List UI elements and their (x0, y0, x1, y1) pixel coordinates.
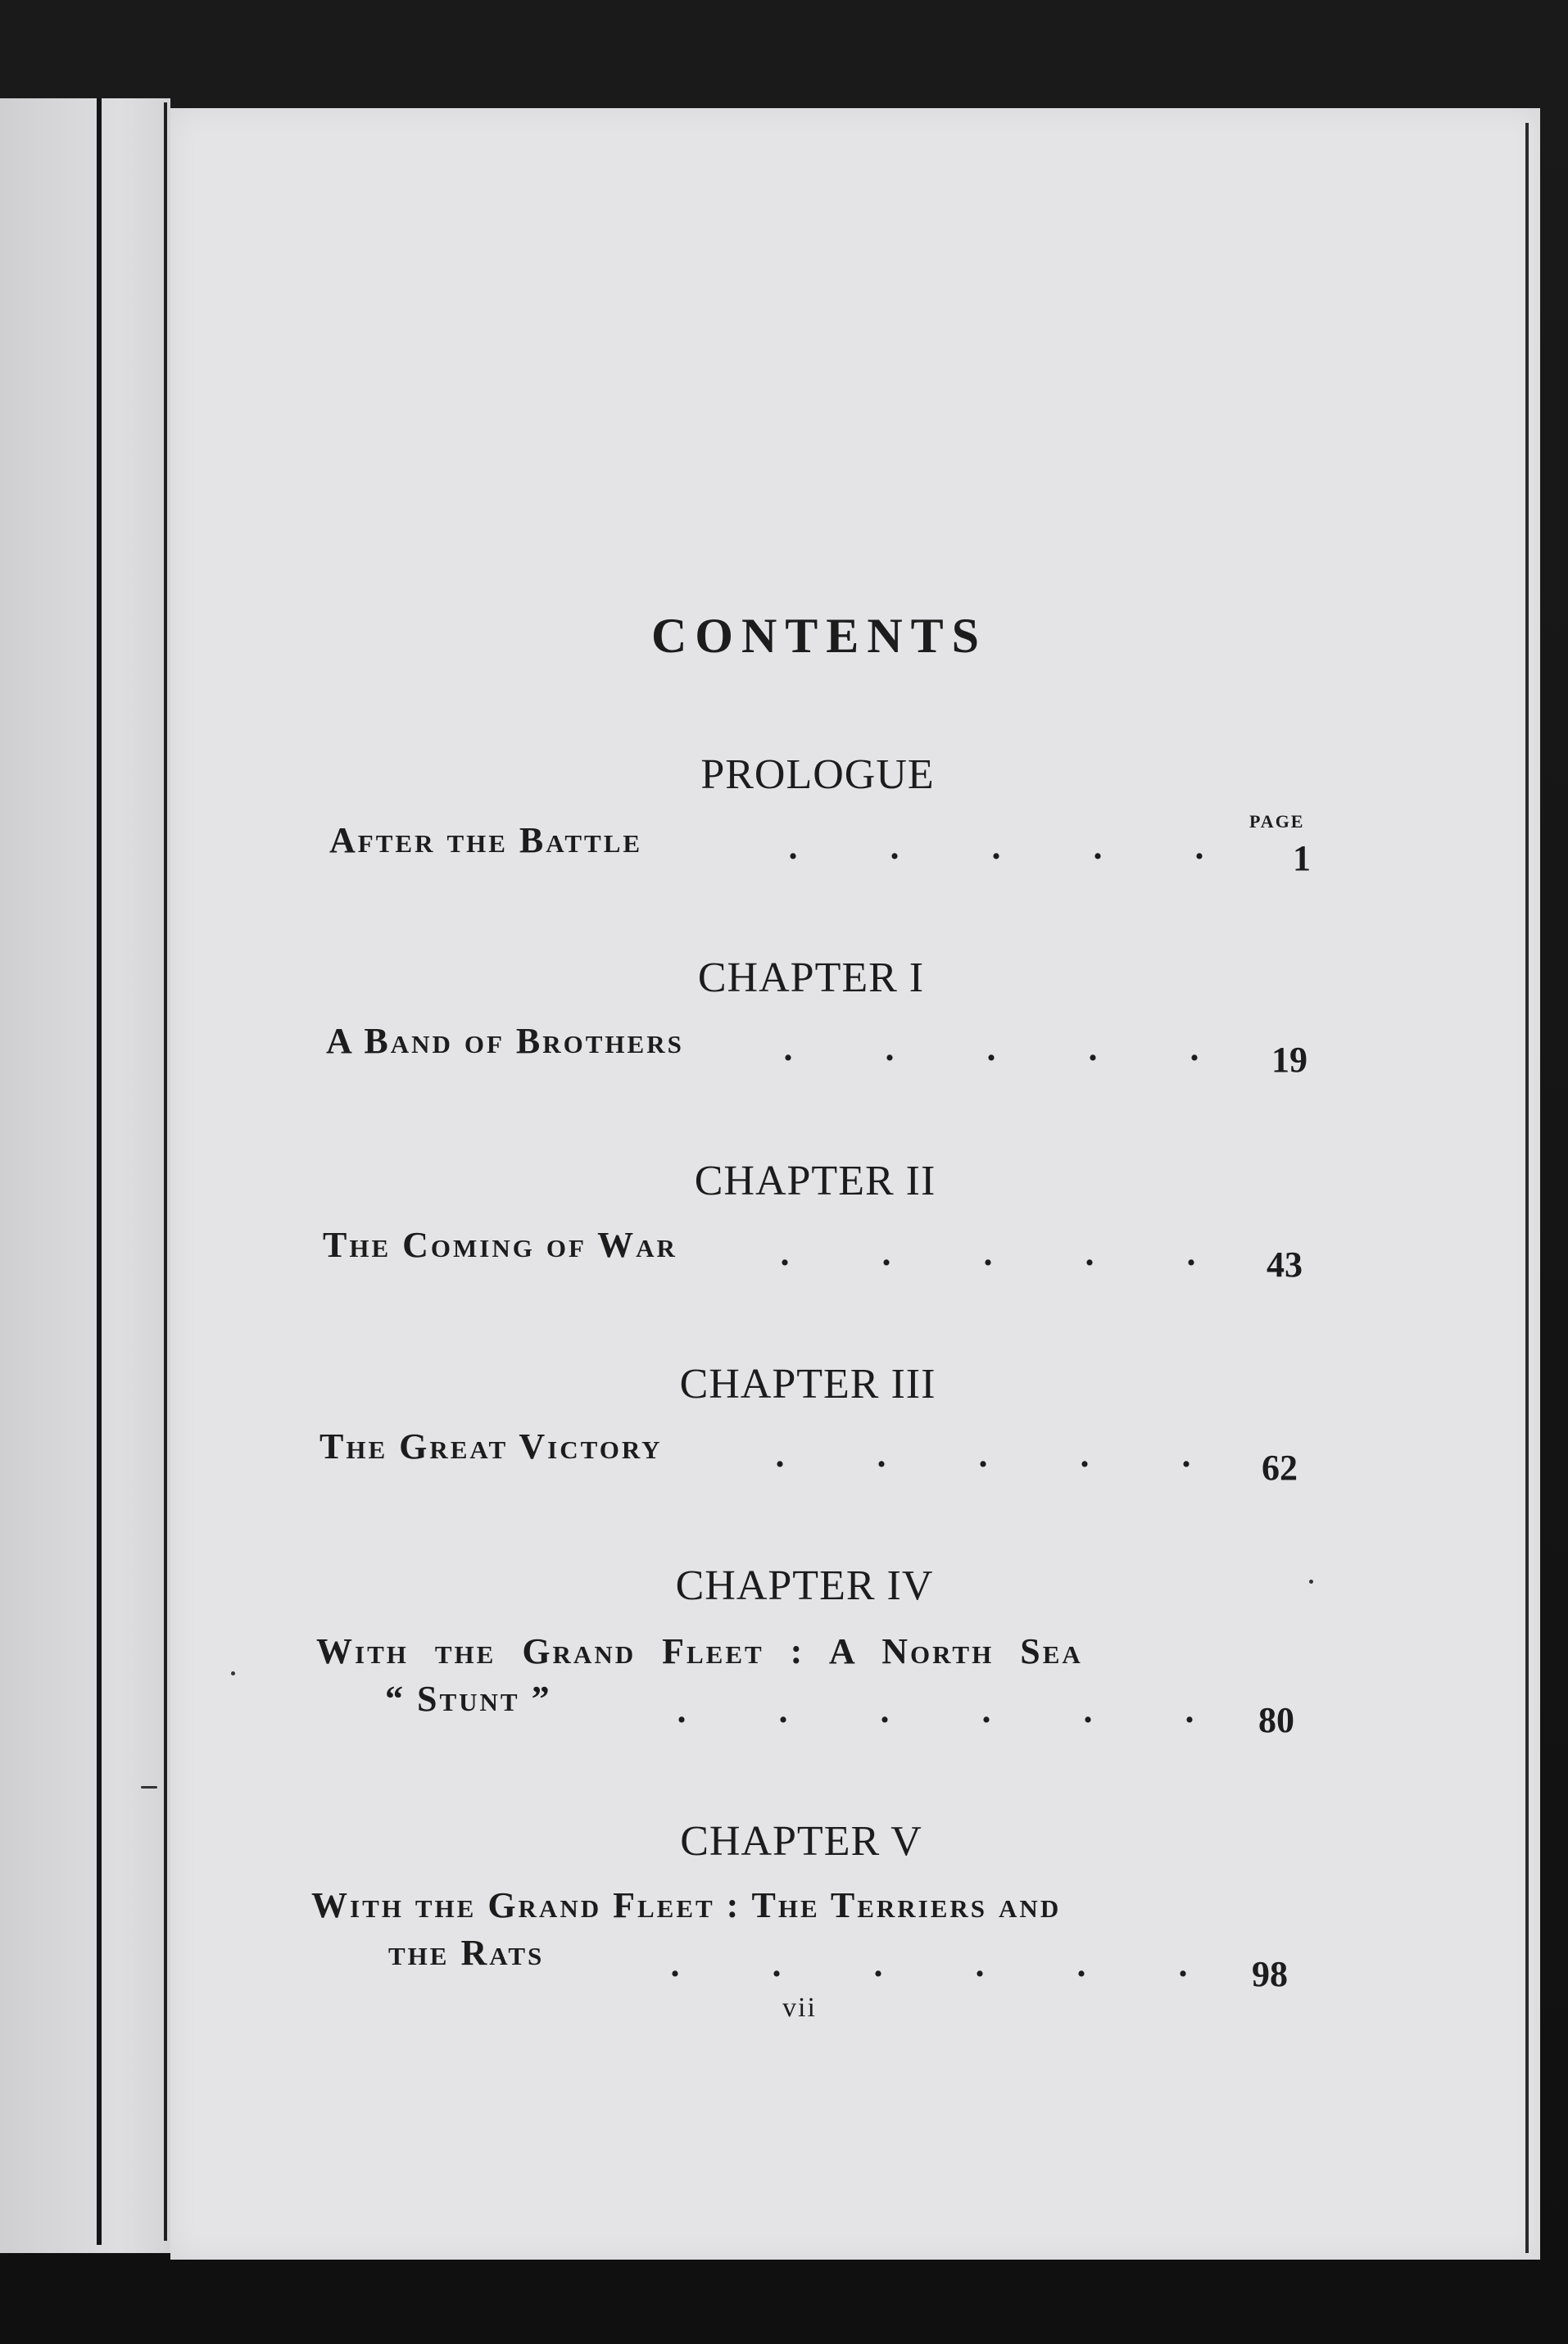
toc-page-number: 62 (1262, 1448, 1298, 1488)
toc-entry-title: With the Grand Fleet : The Terriers and (311, 1885, 1062, 1925)
spine-shadow (97, 98, 102, 2245)
page-folio: vii (782, 1993, 817, 2023)
toc-entry-title: A Band of Brothers (326, 1021, 684, 1061)
section-heading: CHAPTER III (679, 1361, 936, 1408)
page-column-label: PAGE (1249, 811, 1305, 832)
toc-entry-title: After the Battle (329, 820, 643, 860)
toc-entry-title: The Great Victory (319, 1426, 663, 1467)
toc-entry-continuation: the Rats (388, 1933, 545, 1973)
section-heading: CHAPTER IV (675, 1562, 934, 1609)
section-heading: CHAPTER I (697, 954, 925, 1001)
dot-leaders: . . . . . (788, 827, 1204, 867)
toc-page-number: 43 (1267, 1245, 1303, 1285)
page-speck (1309, 1580, 1313, 1584)
dot-leaders: . . . . . . (677, 1690, 1194, 1730)
dot-leaders: . . . . . (783, 1028, 1199, 1068)
section-heading: CHAPTER II (694, 1158, 936, 1204)
toc-entry-continuation: “ Stunt ” (385, 1679, 552, 1719)
toc-page-number: 98 (1252, 1954, 1288, 1994)
contents-title: CONTENTS (650, 609, 988, 663)
toc-page-number: 80 (1258, 1700, 1294, 1740)
toc-entry-title: The Coming of War (323, 1225, 678, 1265)
page-speck (231, 1671, 235, 1675)
page-speck (141, 1786, 157, 1789)
toc-page-number: 1 (1293, 838, 1311, 878)
section-heading: CHAPTER V (680, 1818, 922, 1865)
page-right-edge (1525, 123, 1529, 2253)
gutter-line (164, 102, 167, 2241)
facing-page-edge (0, 98, 170, 2253)
dot-leaders: . . . . . (780, 1233, 1196, 1273)
toc-page-number: 19 (1271, 1040, 1307, 1080)
dot-leaders: . . . . . (775, 1435, 1191, 1475)
section-heading: PROLOGUE (700, 751, 935, 798)
toc-entry-title: With the Grand Fleet : A North Sea (316, 1631, 1083, 1671)
dot-leaders: . . . . . . (670, 1944, 1188, 1984)
